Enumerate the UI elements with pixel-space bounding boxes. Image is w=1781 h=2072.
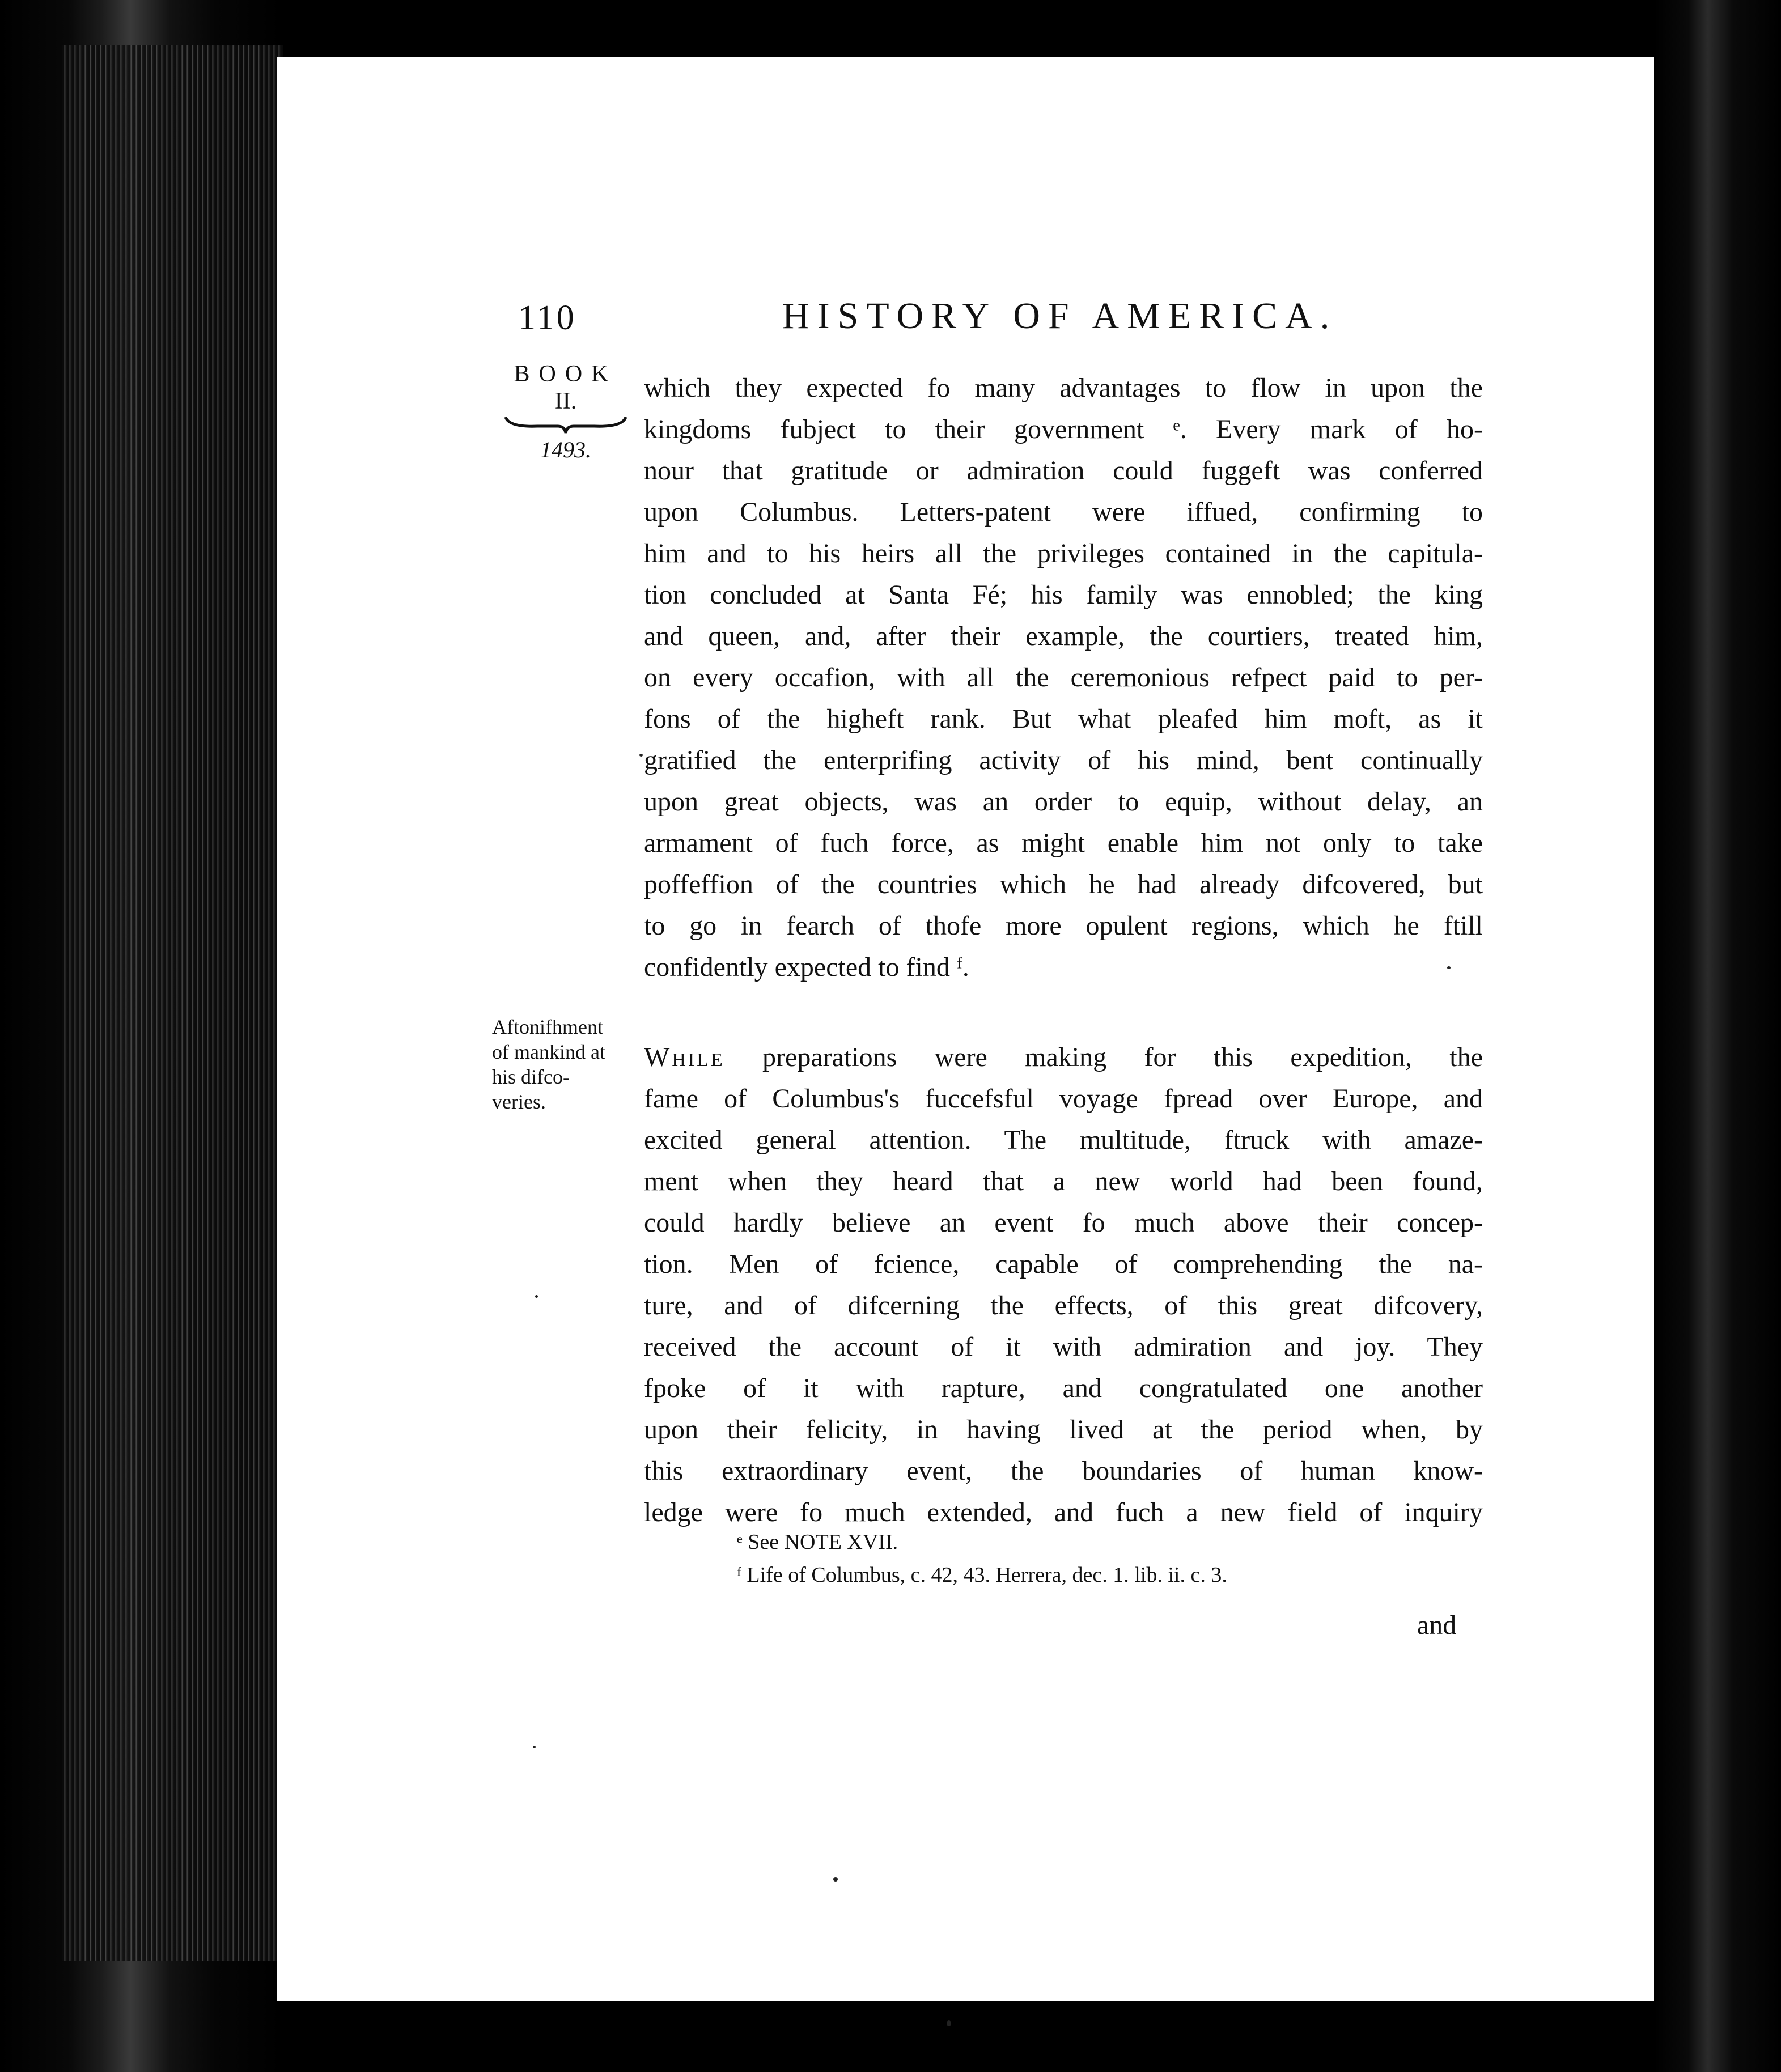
- text-line: tion concluded at Santa Fé; his family was ennobled; the king: [644, 580, 1483, 610]
- footnotes: [737, 1526, 1474, 1591]
- text-line: fame of Columbus's fuccefsful voyage fpread over Europe, and: [644, 1084, 1483, 1114]
- scan-speck: [533, 1746, 536, 1748]
- text-line: ment when they heard that a new world had been found,: [644, 1166, 1483, 1196]
- text-line: ture, and of difcerning the effects, of this great difcovery,: [644, 1290, 1483, 1321]
- scan-speck: [535, 1295, 538, 1298]
- margin-brace-ornament: [503, 413, 628, 435]
- text-line: which they expected fo many advantages to flow in upon the: [644, 373, 1483, 403]
- scan-speck: [639, 754, 643, 757]
- text-line: to go in fearch of thofe more opulent regions, which he ftill: [644, 911, 1483, 941]
- text-line: upon their felicity, in having lived at the period when, by: [644, 1415, 1483, 1445]
- marginal-note-line: of mankind at: [492, 1041, 605, 1063]
- text-line: this extraordinary event, the boundaries of human know-: [644, 1456, 1483, 1486]
- marginal-note: [492, 1014, 628, 1114]
- marginal-note-line: his difco-: [492, 1065, 570, 1088]
- text-line: fpoke of it with rapture, and congratulated one another: [644, 1373, 1483, 1403]
- text-line: upon Columbus. Letters-patent were iffued, confirming to: [644, 497, 1483, 527]
- text-line: ledge were fo much extended, and fuch a new field of inquiry: [644, 1497, 1483, 1527]
- text-line: kingdoms fubject to their government ᵉ. Every mark of ho-: [644, 414, 1483, 444]
- scan-speck: [1447, 966, 1451, 969]
- footnote: ᶠ Life of Columbus, c. 42, 43. Herrera, dec. 1. lib. ii. c. 3.: [737, 1563, 1227, 1587]
- text-line: tion. Men of fcience, capable of comprehending the na-: [644, 1249, 1483, 1279]
- opening-line-rest: preparations were making for this expedition, the: [762, 1042, 1483, 1072]
- text-line: gratified the enterprifing activity of his mind, bent continually: [644, 745, 1483, 775]
- margin-book-label: BOOK: [514, 361, 618, 387]
- text-line: excited general attention. The multitude, ftruck with amaze-: [644, 1125, 1483, 1155]
- text-line-opening: [644, 1037, 1483, 1078]
- text-line: confidently expected to find ᶠ.: [644, 952, 969, 982]
- text-line: fons of the higheft rank. But what pleafed him moft, as it: [644, 704, 1483, 734]
- margin-book-number: II.: [554, 388, 577, 414]
- margin-year: 1493.: [540, 437, 591, 462]
- scan-speck: [833, 1877, 838, 1882]
- body-text: [644, 367, 1483, 1533]
- opening-word: While: [644, 1042, 725, 1072]
- text-line: nour that gratitude or admiration could fuggeft was conferred: [644, 456, 1483, 486]
- paragraph-1: [644, 367, 1483, 988]
- footnote: ᵉ See NOTE XVII.: [737, 1530, 898, 1554]
- paragraph-2: [644, 1037, 1483, 1533]
- text-line: upon great objects, was an order to equip, without delay, an: [644, 787, 1483, 817]
- text-line: could hardly believe an event fo much above their concep-: [644, 1208, 1483, 1238]
- text-line: armament of fuch force, as might enable him not only to take: [644, 828, 1483, 858]
- marginal-note-line: veries.: [492, 1090, 546, 1113]
- book-page-edges: [62, 45, 283, 1961]
- text-line: him and to his heirs all the privileges contained in the capitula-: [644, 538, 1483, 568]
- page-number: 110: [518, 299, 576, 337]
- running-title: HISTORY OF AMERICA.: [782, 295, 1338, 337]
- text-line: and queen, and, after their example, the courtiers, treated him,: [644, 621, 1483, 651]
- text-line: poffeffion of the countries which he had already difcovered, but: [644, 869, 1483, 899]
- marginal-note-line: Aftonifhment: [492, 1016, 603, 1038]
- catchword: and: [1417, 1610, 1457, 1640]
- scan-border-right: [1654, 0, 1781, 2072]
- scan-speck: [947, 2020, 951, 2026]
- text-line: received the account of it with admiration and joy. They: [644, 1332, 1483, 1362]
- paragraph-gap: [644, 988, 1483, 1037]
- text-line: on every occafion, with all the ceremonious refpect paid to per-: [644, 663, 1483, 693]
